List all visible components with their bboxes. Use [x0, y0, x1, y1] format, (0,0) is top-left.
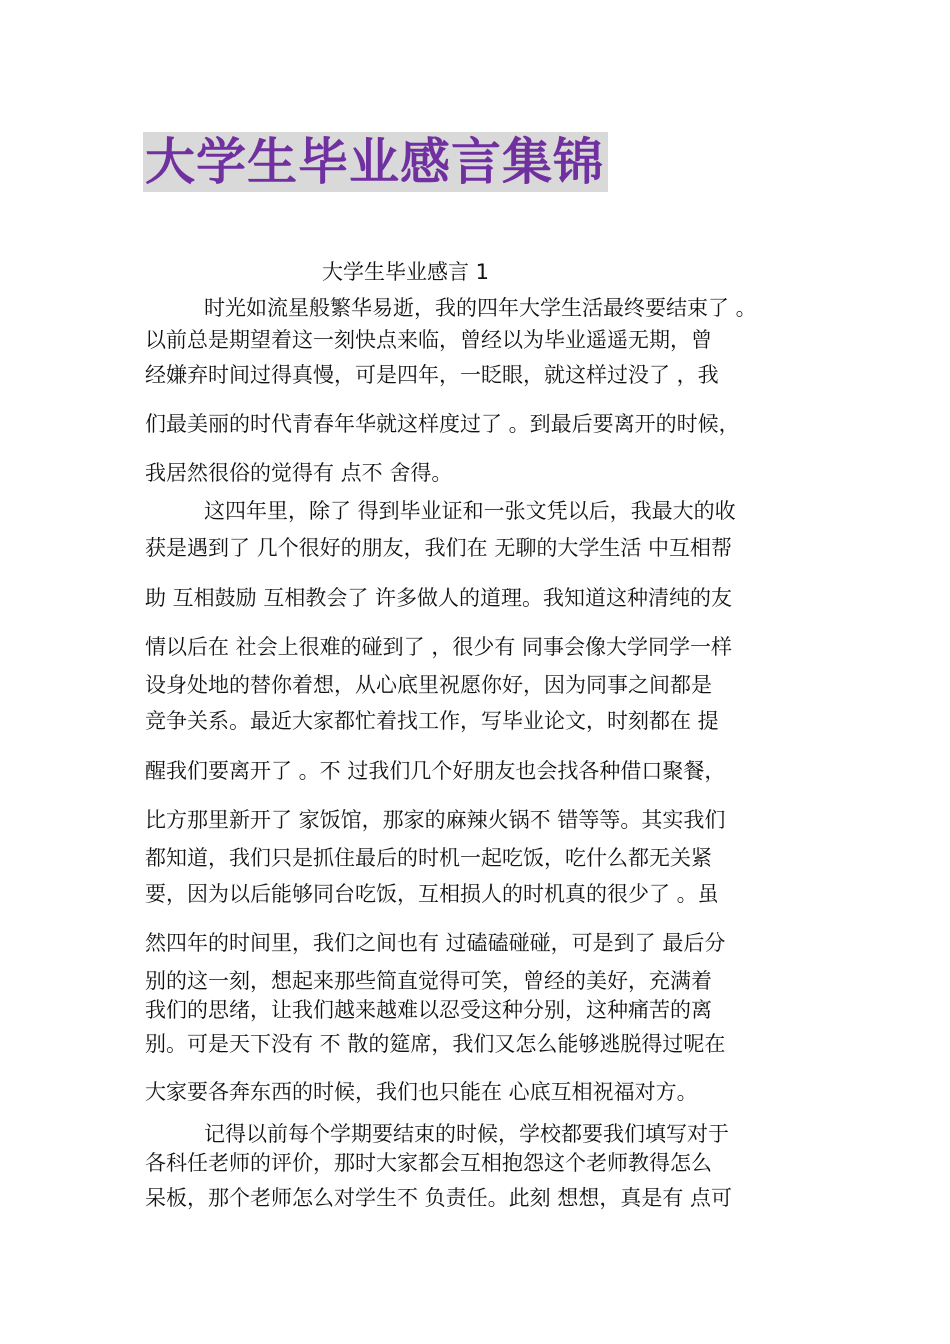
paragraph-line: 竞争关系。最近大家都忙着找工作，写毕业论文，时刻都在 提	[145, 709, 719, 733]
paragraph-line: 经嫌弃时间过得真慢，可是四年，一眨眼，就这样过没了 ，我	[145, 363, 719, 387]
paragraph-line: 各科任老师的评价，那时大家都会互相抱怨这个老师教得怎么	[145, 1151, 712, 1175]
paragraph-line: 然四年的时间里，我们之间也有 过磕磕碰碰，可是到了 最后分	[145, 931, 726, 955]
paragraph-line: 们最美丽的时代青春年华就这样度过了 。到最后要离开的时候，	[145, 412, 740, 436]
paragraph-line: 呆板，那个老师怎么对学生不 负责任。此刻 想想，真是有 点可	[145, 1186, 733, 1210]
paragraph-line: 都知道，我们只是抓住最后的时机一起吃饭，吃什么都无关紧	[145, 846, 712, 870]
paragraph-line: 别。可是天下没有 不 散的筵席，我们又怎么能够逃脱得过呢在	[145, 1032, 726, 1056]
paragraph-line: 记得以前每个学期要结束的时候，学校都要我们填写对于	[204, 1122, 729, 1146]
paragraph-line: 别的这一刻，想起来那些简直觉得可笑，曾经的美好，充满着	[145, 969, 712, 993]
paragraph-line: 我们的思绪，让我们越来越难以忍受这种分别，这种痛苦的离	[145, 998, 712, 1022]
document-title: 大学生毕业感言集锦	[143, 132, 608, 192]
paragraph-line: 助 互相鼓励 互相教会了 许多做人的道理。我知道这种清纯的友	[145, 586, 733, 610]
paragraph-line: 比方那里新开了 家饭馆，那家的麻辣火锅不 错等等。其实我们	[145, 808, 726, 832]
paragraph-line: 情以后在 社会上很难的碰到了 ，很少有 同事会像大学同学一样	[145, 635, 733, 659]
paragraph-line: 时光如流星般繁华易逝，我的四年大学生活最终要结束了 。	[204, 296, 757, 320]
section-heading: 大学生毕业感言 1	[322, 260, 490, 284]
paragraph-line: 设身处地的替你着想，从心底里祝愿你好，因为同事之间都是	[145, 673, 712, 697]
paragraph-line: 醒我们要离开了 。不 过我们几个好朋友也会找各种借口聚餐，	[145, 759, 726, 783]
paragraph-line: 以前总是期望着这一刻快点来临，曾经以为毕业遥遥无期，曾	[145, 328, 712, 352]
paragraph-line: 要，因为以后能够同台吃饭，互相损人的时机真的很少了 。虽	[145, 882, 719, 906]
paragraph-line: 这四年里，除了 得到毕业证和一张文凭以后，我最大的收	[204, 499, 736, 523]
paragraph-line: 大家要各奔东西的时候，我们也只能在 心底互相祝福对方。	[145, 1080, 698, 1104]
paragraph-line: 获是遇到了 几个很好的朋友，我们在 无聊的大学生活 中互相帮	[145, 536, 733, 560]
paragraph-line: 我居然很俗的觉得有 点不 舍得。	[145, 461, 453, 485]
